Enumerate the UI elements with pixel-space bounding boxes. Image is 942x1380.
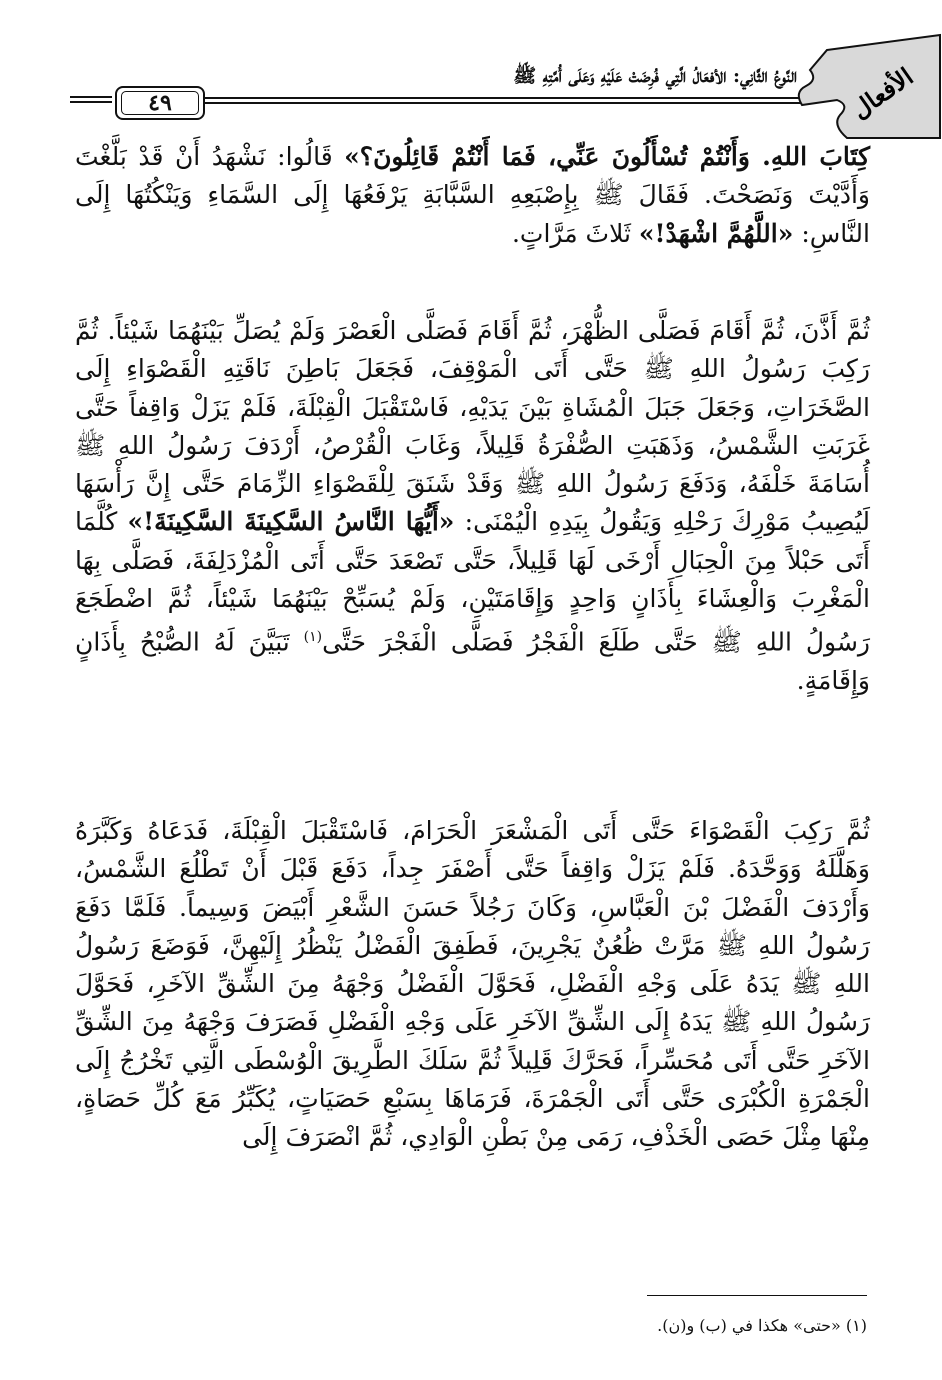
narration-1a: قَالُوا: نَشْهَدُ أَنْ قَدْ بَلَّغْتَ وَأَدَّيْتَ وَنَصَحْتَ. فَقَالَ ﷺ بِإِصْبَعِهِ السَّبَّابَةِ يَرْفَعُهَا إِلَى السَّمَاءِ وَيَنْكُتُهَا إِلَى النَّاسِ:: [75, 142, 870, 248]
header-rule-left: [70, 96, 112, 103]
narration-1b: ثَلاثَ مَرَّاتٍ.: [511, 218, 639, 248]
chapter-tab-icon: [792, 30, 942, 140]
page-number-text: ٤٩: [148, 90, 172, 116]
page-header: [0, 0, 942, 125]
header-rule-right: [205, 97, 805, 104]
paragraph-1: [75, 138, 870, 253]
paragraph-3: [75, 812, 870, 1157]
page-number: [115, 86, 205, 120]
footnote-reference: (١): [303, 629, 323, 646]
narration-2a: ثُمَّ أَذَّنَ، ثُمَّ أَقَامَ فَصَلَّى الظُّهْرَ، ثُمَّ أَقَامَ فَصَلَّى الْعَصْرَ وَلَمْ يُصَلِّ بَيْنَهُمَا شَيْئاً. ثُمَّ رَكِبَ رَسُولُ اللهِ ﷺ حَتَّى أَتَى الْمَوْقِفَ، فَجَعَلَ بَاطِنَ نَاقَتِهِ الْقَصْوَاءِ إِلَى الصَّخَرَاتِ، وَجَعَلَ جَبَلَ الْمُشَاةِ بَيْنَ يَدَيْهِ، فَاسْتَقْبَلَ الْقِبْلَةَ، فَلَمْ يَزَلْ وَاقِفاً حَتَّى غَرَبَتِ الشَّمْسُ، وَذَهَبَتِ الصُّفْرَةُ قَلِيلاً، وَغَابَ الْقُرْصُ، أَرْدَفَ رَسُولُ اللهِ ﷺ أُسَامَةَ خَلْفَهُ، وَدَفَعَ رَسُولُ اللهِ ﷺ وَقَدْ شَنَقَ لِلْقَصْوَاءِ الزِّمَامَ حَتَّى إِنَّ رَأْسَهَا لَيُصِيبُ مَوْرِكَ رَحْلِهِ وَيَقُولُ بِيَدِهِ الْيُمْنَى:: [75, 316, 870, 537]
narration-2b: كُلَّمَا أَتَى حَبْلاً مِنَ الْحِبَالِ أَرْخَى لَهَا قَلِيلاً، حَتَّى تَصْعَدَ حَتَّى أَتَى الْمُزْدَلِفَةَ، فَصَلَّى بِهَا الْمَغْرِبَ وَالْعِشَاءَ بِأَذَانٍ وَاحِدٍ وَإِقَامَتَيْنِ، وَلَمْ يُسَبِّحْ بَيْنَهُمَا شَيْئاً، ثُمَّ اضْطَجَعَ رَسُولُ اللهِ ﷺ حَتَّى طَلَعَ الْفَجْرُ فَصَلَّى الْفَجْرَ حَتَّى: [75, 507, 870, 657]
prophet-speech-2: «اللَّهُمَّ اشْهَدْ!»: [638, 218, 794, 248]
prophet-speech-1: كِتَابَ اللهِ. وَأَنْتُمْ تُسْأَلُونَ عَنِّي، فَمَا أَنْتُمْ قَائِلُونَ؟»: [344, 142, 870, 171]
footnote-separator: [647, 1295, 867, 1296]
narration-3a: ثُمَّ رَكِبَ الْقَصْوَاءَ حَتَّى أَتَى الْمَشْعَرَ الْحَرَامَ، فَاسْتَقْبَلَ الْقِبْلَةَ، فَدَعَاهُ وَكَبَّرَهُ وَهَلَّلَهُ وَوَحَّدَهُ. فَلَمْ يَزَلْ وَاقِفاً حَتَّى أَصْفَرَ جِداً، دَفَعَ قَبْلَ أَنْ تَطْلُعَ الشَّمْسُ، وَأَرْدَفَ الْفَضْلَ بْنَ الْعَبَّاسِ، وَكَانَ رَجُلاً حَسَنَ الشَّعْرِ أَبْيَضَ وَسِيماً. فَلَمَّا دَفَعَ رَسُولُ اللهِ ﷺ مَرَّتْ ظُعُنٌ يَجْرِينَ، فَطَفِقَ الْفَضْلُ يَنْظُرُ إِلَيْهِنَّ، فَوَضَعَ رَسُولُ اللهِ ﷺ يَدَهُ عَلَى وَجْهِ الْفَضْلِ، فَحَوَّلَ الْفَضْلُ وَجْهَهُ مِنَ الشِّقِّ الآخَرِ، فَحَوَّلَ رَسُولُ اللهِ ﷺ يَدَهُ إِلَى الشِّقِّ الآخَرِ عَلَى وَجْهِ الْفَضْلِ فَصَرَفَ وَجْهَهُ مِنَ الشِّقِّ الآخَرِ حَتَّى أَتَى مُحَسِّراً، فَحَرَّكَ قَلِيلاً ثُمَّ سَلَكَ الطَّرِيقَ الْوُسْطَى الَّتِي تَخْرُجُ إِلَى الْجَمْرَةِ الْكُبْرَى حَتَّى أَتَى الْجَمْرَةَ، فَرَمَاهَا بِسَبْعِ حَصَيَاتٍ، يُكَبِّرُ مَعَ كُلِّ حَصَاةٍ، مِنْهَا مِثْلَ حَصَى الْخَذْفِ، رَمَى مِنْ بَطْنِ الْوَادِي، ثُمَّ انْصَرَفَ إِلَى: [75, 816, 871, 1152]
running-title: النَّوعُ الثَّانِي: الأفعَالُ الَّتِي فُرِضَتْ عَلَيْهِ وَعَلَى أُمَّتِهِ ﷺ: [513, 65, 797, 87]
narration-2c: تَبَيَّنَ لَهُ الصُّبْحُ بِأَذَانٍ وَإِقَامَةٍ.: [75, 627, 870, 695]
footnote: (١) «حتى» هكذا في (ب) و(ن).: [657, 1316, 867, 1335]
prophet-speech-3: «أَيُّهَا النَّاسُ السَّكِينَةَ السَّكِينَةَ!»: [127, 507, 455, 537]
paragraph-2: [75, 312, 870, 700]
tab-label: الأفعال: [845, 61, 919, 125]
